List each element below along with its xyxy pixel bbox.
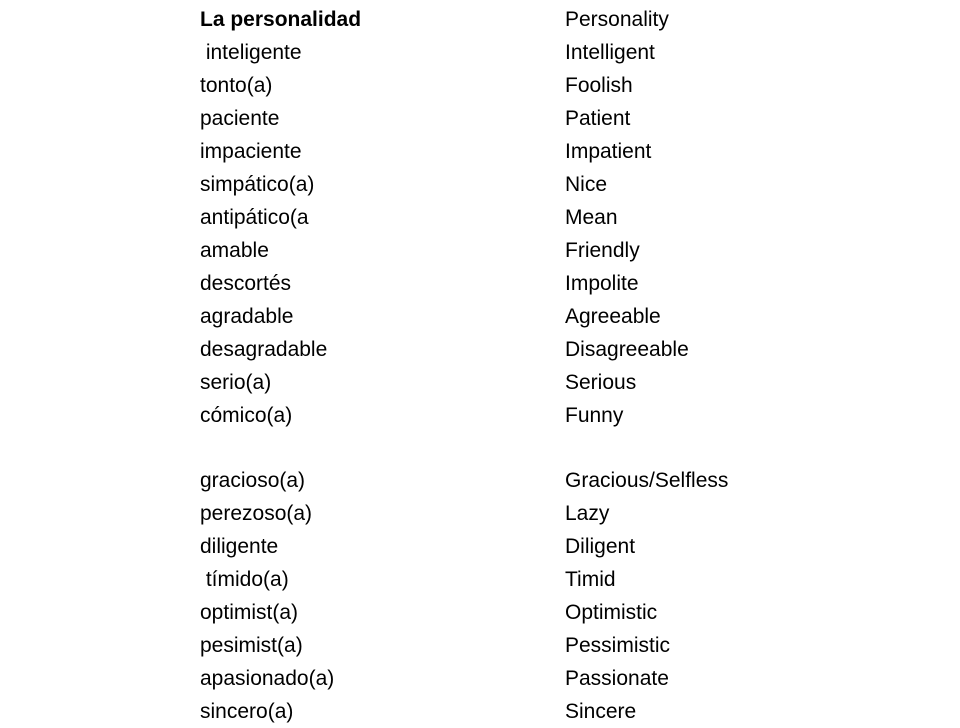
spanish-term: cómico(a) bbox=[200, 404, 293, 427]
vocab-row bbox=[200, 135, 800, 168]
english-translation: Funny bbox=[565, 404, 624, 427]
vocab-row bbox=[200, 234, 800, 267]
vocab-row bbox=[200, 563, 800, 596]
spanish-term: impaciente bbox=[200, 140, 302, 163]
spanish-term: simpático(a) bbox=[200, 173, 315, 196]
english-translation: Nice bbox=[565, 173, 608, 196]
english-translation: Diligent bbox=[565, 535, 636, 558]
spanish-term: optimist(a) bbox=[200, 601, 299, 624]
english-translation: Lazy bbox=[565, 502, 610, 525]
spanish-term: inteligente bbox=[200, 41, 302, 64]
english-translation: Serious bbox=[565, 371, 637, 394]
english-translation: Patient bbox=[565, 107, 631, 130]
spanish-term: diligente bbox=[200, 535, 279, 558]
spanish-term: antipático(a bbox=[200, 206, 309, 229]
vocab-row bbox=[200, 69, 800, 102]
vocab-row bbox=[200, 399, 800, 432]
vocab-row bbox=[200, 596, 800, 629]
english-translation: Disagreeable bbox=[565, 338, 689, 361]
english-translation: Impolite bbox=[565, 272, 639, 295]
english-translation: Sincere bbox=[565, 700, 637, 723]
spanish-term: tonto(a) bbox=[200, 74, 273, 97]
vocab-row bbox=[200, 102, 800, 135]
spanish-term: tímido(a) bbox=[200, 568, 289, 591]
spanish-term: sincero(a) bbox=[200, 700, 294, 723]
vocab-row bbox=[200, 695, 800, 728]
vocab-row bbox=[200, 662, 800, 695]
spanish-term: agradable bbox=[200, 305, 294, 328]
english-translation: Gracious/Selfless bbox=[565, 469, 729, 492]
vocabulary-header-row bbox=[200, 3, 800, 36]
vocab-row bbox=[200, 333, 800, 366]
vocab-row bbox=[200, 300, 800, 333]
english-translation: Passionate bbox=[565, 667, 669, 690]
english-translation: Optimistic bbox=[565, 601, 658, 624]
english-translation: Mean bbox=[565, 206, 618, 229]
spanish-term: apasionado(a) bbox=[200, 667, 335, 690]
vocab-row bbox=[200, 201, 800, 234]
spanish-term: perezoso(a) bbox=[200, 502, 313, 525]
vocab-row bbox=[200, 267, 800, 300]
english-translation: Friendly bbox=[565, 239, 640, 262]
spanish-term: amable bbox=[200, 239, 269, 262]
vocab-row bbox=[200, 629, 800, 662]
english-translation: Pessimistic bbox=[565, 634, 671, 657]
english-translation: Foolish bbox=[565, 74, 633, 97]
spanish-term: desagradable bbox=[200, 338, 328, 361]
spanish-term: descortés bbox=[200, 272, 292, 295]
vocab-row bbox=[200, 464, 800, 497]
vocab-row bbox=[200, 36, 800, 69]
english-translation: Timid bbox=[565, 568, 616, 591]
english-translation: Agreeable bbox=[565, 305, 661, 328]
header-english: Personality bbox=[565, 8, 669, 31]
vocab-row bbox=[200, 168, 800, 201]
spanish-term: gracioso(a) bbox=[200, 469, 306, 492]
vocabulary-table bbox=[200, 3, 800, 728]
spanish-term: serio(a) bbox=[200, 371, 272, 394]
vocab-row bbox=[200, 366, 800, 399]
vocab-row bbox=[200, 497, 800, 530]
english-translation: Impatient bbox=[565, 140, 652, 163]
vocab-row bbox=[200, 530, 800, 563]
english-translation: Intelligent bbox=[565, 41, 655, 64]
spanish-term: pesimist(a) bbox=[200, 634, 303, 657]
header-spanish: La personalidad bbox=[200, 8, 362, 31]
spanish-term: paciente bbox=[200, 107, 280, 130]
